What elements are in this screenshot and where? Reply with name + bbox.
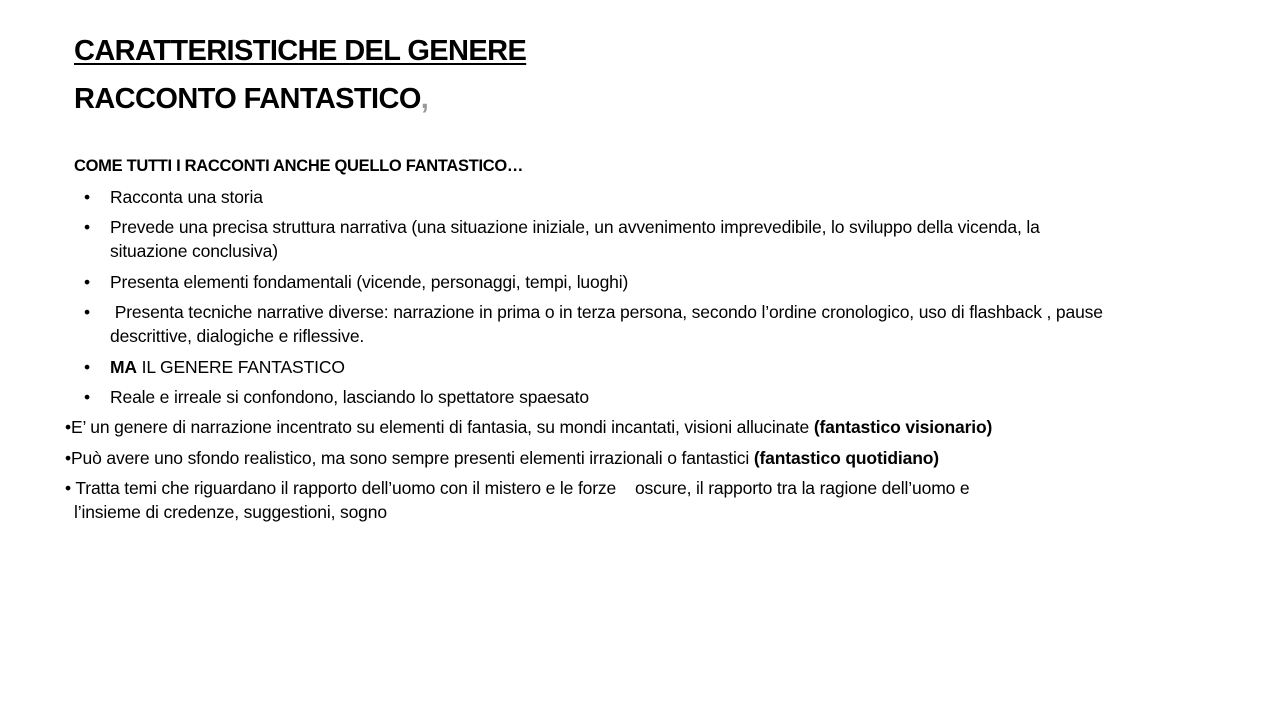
- outer-bullet-icon: •: [65, 417, 71, 437]
- intro-heading: COME TUTTI I RACCONTI ANCHE QUELLO FANTASTICO…: [74, 157, 524, 175]
- bullet-icon: •: [84, 187, 90, 207]
- list-item-text: Racconta una storia: [110, 187, 263, 207]
- outer-list-item-bold-text: (fantastico quotidiano): [753, 448, 939, 468]
- list-item: [84, 355, 1120, 379]
- outer-list-item-text-line-2: l’insieme di credenze, suggestioni, sogno: [74, 502, 387, 522]
- outer-list-item-text: E’ un genere di narrazione incentrato su elementi di fantasia, su mondi incantati, visioni allucinate: [70, 417, 814, 437]
- outer-list-item: [65, 415, 1125, 439]
- slide-title-line-2: [74, 82, 428, 116]
- outer-list-item: [65, 446, 1125, 470]
- slide-title-comma: ,: [420, 83, 429, 115]
- slide-title-line-2-text: RACCONTO FANTASTICO: [74, 83, 421, 115]
- list-item: [84, 385, 1120, 409]
- bullet-icon: •: [84, 387, 90, 407]
- slide-title-line-1: CARATTERISTICHE DEL GENERE: [74, 35, 527, 67]
- bullet-icon: •: [84, 302, 90, 322]
- outer-list-item-text: Può avere uno sfondo realistico, ma sono sempre presenti elementi irrazionali o fantastici: [70, 448, 754, 468]
- outer-list-item-text: Tratta temi che riguardano il rapporto dell’uomo con il mistero e le forze oscure, il rapporto tra la ragione dell’uomo e: [75, 478, 970, 498]
- list-item-text: Presenta tecniche narrative diverse: narrazione in prima o in terza persona, secondo l’ordine cronologico, uso di flashback , pause descrittive, dialogiche e riflessive.: [110, 302, 1108, 346]
- bullet-icon: •: [84, 272, 90, 292]
- list-item-text: Prevede una precisa struttura narrativa (una situazione iniziale, un avvenimento imprevedibile, lo sviluppo della vicenda, la situazione conclusiva): [110, 217, 1040, 261]
- list-item: [84, 300, 1120, 348]
- list-item-text: IL GENERE FANTASTICO: [136, 357, 345, 377]
- list-item-text: Reale e irreale si confondono, lasciando lo spettatore spaesato: [110, 387, 589, 407]
- outer-bullet-icon: •: [65, 448, 71, 468]
- list-item: [84, 185, 1120, 209]
- list-item: [84, 270, 1120, 294]
- bullet-icon: •: [84, 217, 90, 237]
- bullet-icon: •: [84, 357, 90, 377]
- list-item-text: Presenta elementi fondamentali (vicende, personaggi, tempi, luoghi): [110, 272, 629, 292]
- outer-list-item-bold-text: (fantastico visionario): [813, 417, 993, 437]
- outer-bullet-icon: •: [65, 478, 76, 498]
- list-item: [84, 215, 1120, 263]
- list-item-bold-text: MA: [110, 357, 137, 377]
- outer-list-item: [65, 476, 1125, 524]
